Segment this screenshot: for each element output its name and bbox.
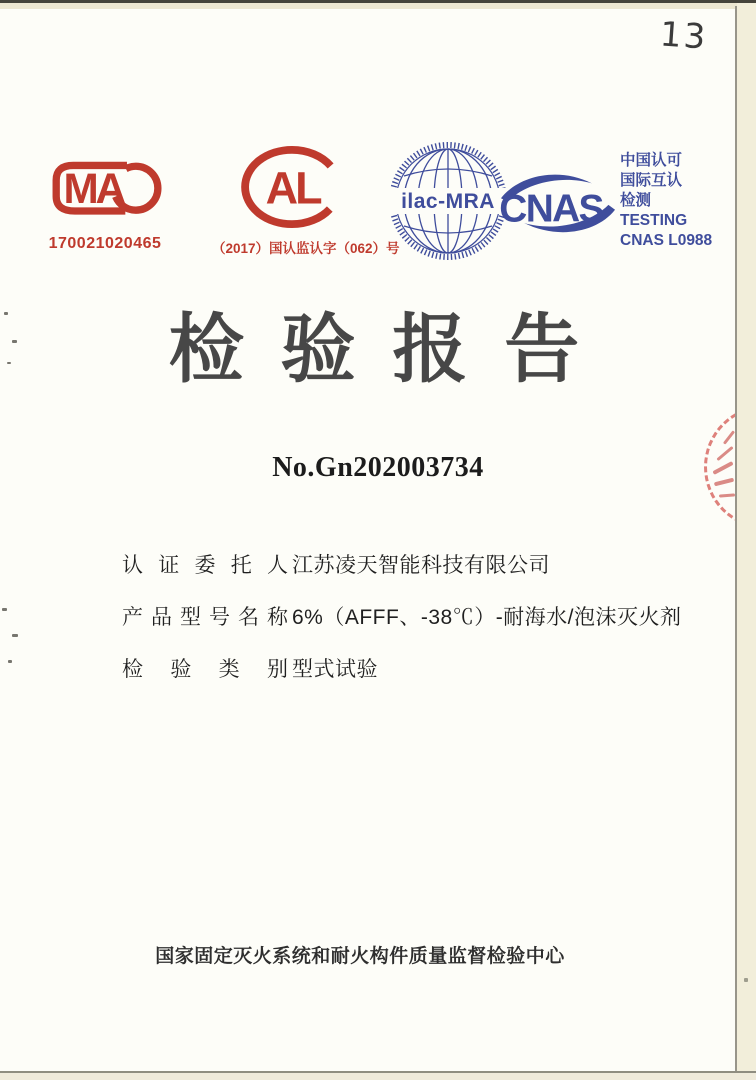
scan-speck bbox=[744, 978, 748, 982]
cma-certificate-number: 170021020465 bbox=[48, 235, 162, 252]
scan-speck bbox=[8, 660, 12, 663]
ilac-mra-logo-icon bbox=[388, 140, 508, 262]
scan-speck bbox=[2, 608, 7, 611]
cnas-text-line: 中国认可 bbox=[620, 152, 683, 169]
cma-logo-icon bbox=[44, 148, 166, 226]
cnas-text-line: 检测 bbox=[620, 192, 652, 209]
cal-logo-block bbox=[212, 144, 400, 257]
scan-speck bbox=[12, 340, 17, 343]
field-value: 江苏凌天智能科技有限公司 bbox=[292, 554, 550, 577]
field-label: 认 证 委 托 人 bbox=[122, 554, 288, 577]
scan-speck bbox=[4, 312, 8, 315]
cnas-text-line: TESTING bbox=[620, 212, 688, 229]
field-row-inspection-type bbox=[122, 653, 722, 681]
cal-accreditation-number: （2017）国认监认字（062）号 bbox=[212, 241, 400, 256]
scan-top-edge-line bbox=[0, 0, 756, 3]
seal-text-mark bbox=[719, 493, 735, 497]
field-value: 型式试验 bbox=[292, 658, 378, 681]
scan-bottom-edge-shadow bbox=[0, 1073, 756, 1080]
cal-letters: AL bbox=[265, 162, 320, 214]
field-row-applicant bbox=[122, 549, 722, 577]
scan-speck bbox=[7, 362, 11, 364]
seal-text-mark bbox=[714, 478, 734, 487]
seal-text-mark bbox=[716, 446, 733, 461]
field-value: 6%（AFFF、-38℃）-耐海水/泡沫灭火剂 bbox=[292, 606, 682, 629]
scan-speck bbox=[12, 634, 18, 637]
report-fields bbox=[122, 549, 722, 705]
issuing-organization: 国家固定灭火系统和耐火构件质量监督检验中心 bbox=[155, 946, 565, 967]
cnas-logo-icon bbox=[496, 166, 620, 242]
report-number: No.Gn202003734 bbox=[272, 452, 484, 483]
report-title: 检 验 报 告 bbox=[168, 307, 588, 391]
cal-logo-icon bbox=[236, 144, 348, 230]
cma-letters: MA bbox=[63, 164, 123, 212]
field-label: 产品型号名称 bbox=[122, 606, 288, 629]
cnas-text-line: 国际互认 bbox=[620, 172, 683, 189]
scan-bottom-edge-line bbox=[0, 1071, 756, 1073]
scan-top-edge-shadow bbox=[0, 3, 756, 9]
ilac-mra-label: ilac-MRA bbox=[401, 190, 495, 213]
field-row-product-model bbox=[122, 601, 722, 629]
cma-logo-block bbox=[44, 148, 166, 253]
scan-right-edge-shadow bbox=[737, 3, 756, 1080]
handwritten-page-number: 13 bbox=[658, 14, 709, 58]
field-label: 检 验 类 别 bbox=[122, 658, 288, 681]
seal-text-mark bbox=[712, 461, 733, 475]
cnas-accreditation-text bbox=[620, 151, 712, 251]
seal-text-mark bbox=[723, 430, 735, 444]
cnas-letters: CNAS bbox=[499, 187, 603, 231]
cnas-text-line: CNAS L0988 bbox=[620, 232, 713, 249]
